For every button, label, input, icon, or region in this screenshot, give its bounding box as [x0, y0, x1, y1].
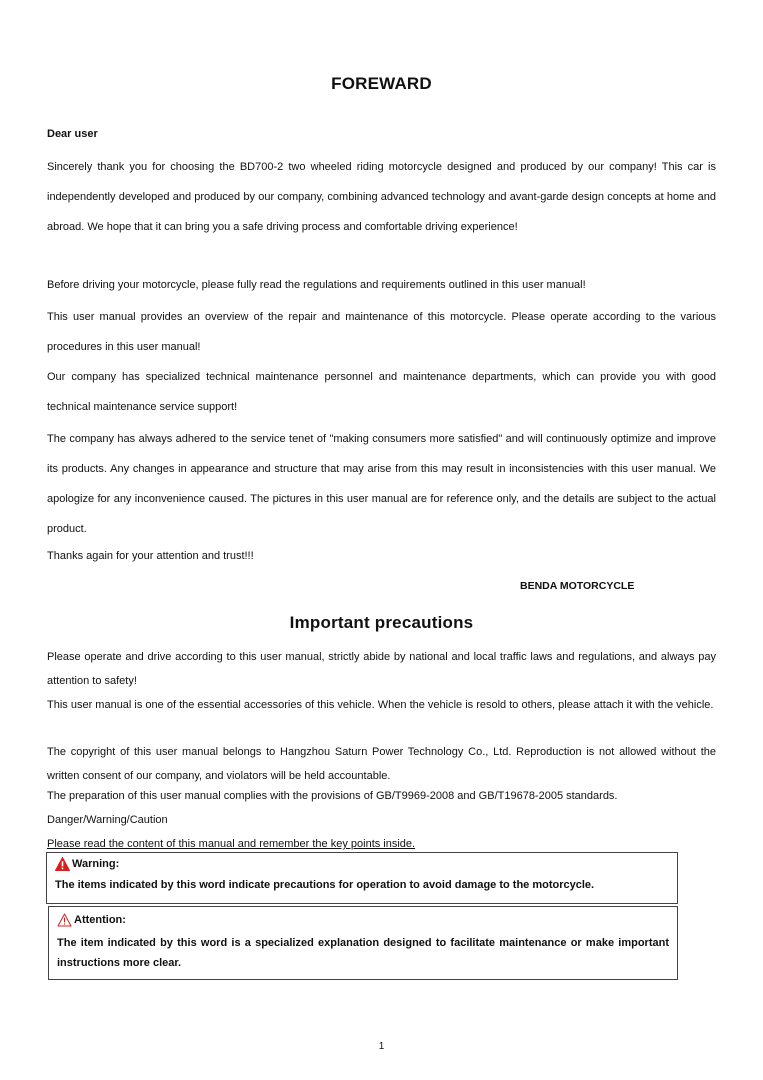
warning-text: The items indicated by this word indicate precautions for operation to avoid damage to the motorcycle.	[55, 879, 595, 891]
attention-label: Attention:	[74, 914, 126, 926]
foreword-paragraph-5: The company has always adhered to the service tenet of "making consumers more satisfied" and will continuously optimize and improve its products. Any changes in appearance and structure that may arise from this may result in inconsistencies with this user manual. We apologize for any inconvenience caused. The pictures in this user manual are for reference only, and the details are subject to the actual product.	[47, 433, 716, 535]
precautions-paragraph-4: The preparation of this user manual complies with the provisions of GB/T9969-2008 and GB/T19678-2005 standards.	[47, 790, 618, 802]
page-number: 1	[378, 1041, 385, 1052]
warning-header	[55, 857, 669, 871]
foreword-title: FOREWARD	[331, 74, 432, 93]
greeting: Dear user	[47, 128, 98, 140]
precautions-title: Important precautions	[289, 613, 474, 632]
attention-box	[48, 906, 678, 980]
foreword-paragraph-4: Our company has specialized technical maintenance personnel and maintenance departments, which can provide you with good technical maintenance service support!	[47, 371, 716, 413]
foreword-paragraph-2: Before driving your motorcycle, please fully read the regulations and requirements outlined in this user manual!	[47, 279, 586, 291]
attention-text: The item indicated by this word is a specialized explanation designed to facilitate maintenance or make important instructions more clear.	[57, 937, 669, 969]
warning-filled-icon	[55, 857, 70, 871]
precautions-paragraph-2: This user manual is one of the essential accessories of this vehicle. When the vehicle is resold to others, please attach it with the vehicle.	[47, 699, 714, 711]
foreword-paragraph-3: This user manual provides an overview of the repair and maintenance of this motorcycle. Please operate according to the various procedures in this user manual!	[47, 311, 716, 353]
precautions-paragraph-1: Please operate and drive according to this user manual, strictly abide by national and local traffic laws and regulations, and always pay attention to safety!	[47, 651, 716, 687]
foreword-paragraph-1: Sincerely thank you for choosing the BD700-2 two wheeled riding motorcycle designed and produced by our company! This car is independently developed and produced by our company, combining advanced technology and avant-garde design concepts at home and abroad. We hope that it can bring you a safe driving process and comfortable driving experience!	[47, 161, 716, 233]
precautions-paragraph-3: The copyright of this user manual belongs to Hangzhou Saturn Power Technology Co., Ltd. Reproduction is not allowed without the written consent of our company, and violators will be held accountable.	[47, 746, 716, 782]
precautions-paragraph-5: Danger/Warning/Caution	[47, 814, 168, 826]
precautions-paragraph-6: Please read the content of this manual and remember the key points inside.	[47, 838, 416, 850]
signature: BENDA MOTORCYCLE	[520, 580, 635, 592]
foreword-paragraph-6: Thanks again for your attention and trust!!!	[47, 550, 254, 562]
warning-outline-icon	[57, 913, 72, 927]
attention-header	[57, 913, 669, 927]
warning-label: Warning:	[72, 858, 120, 870]
warning-box	[46, 852, 678, 904]
